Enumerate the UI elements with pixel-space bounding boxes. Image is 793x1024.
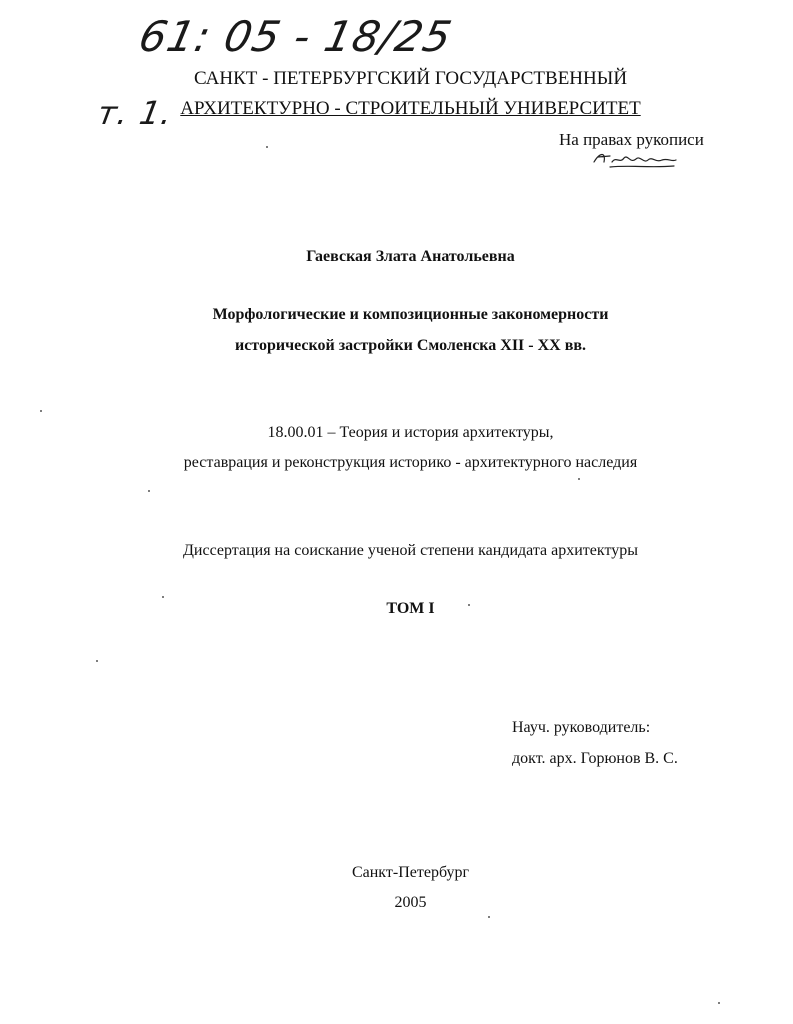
scan-speck (162, 596, 164, 598)
scan-speck (40, 410, 42, 412)
author-signature (590, 148, 680, 170)
university-name-line1: САНКТ - ПЕТЕРБУРГСКИЙ ГОСУДАРСТВЕННЫЙ (193, 68, 628, 89)
supervisor-label: Науч. руководитель: (512, 719, 651, 736)
scan-speck (488, 916, 490, 918)
dissertation-title-line2: исторической застройки Смоленска XII - XX вв. (234, 337, 586, 354)
scan-speck (578, 478, 580, 480)
scan-speck (96, 660, 98, 662)
handwritten-volume-mark: т. 1. (94, 94, 176, 132)
city: Санкт-Петербург (351, 864, 470, 881)
specialty-line1: 18.00.01 – Теория и история архитектуры, (267, 424, 554, 441)
scan-speck (468, 604, 470, 606)
scan-speck (148, 490, 150, 492)
supervisor-name: докт. арх. Горюнов В. С. (512, 750, 678, 767)
manuscript-rights-note: На правах рукописи (559, 130, 704, 149)
degree-statement: Диссертация на соискание ученой степени кандидата архитектуры (183, 542, 638, 559)
year: 2005 (394, 894, 427, 911)
volume-label: ТОМ I (386, 600, 435, 617)
scan-speck (718, 1002, 720, 1004)
handwritten-catalog-code: 61: 05 - 18/25 (134, 12, 457, 61)
scan-speck (266, 146, 268, 148)
author-name: Гаевская Злата Анатольевна (306, 248, 515, 265)
dissertation-title-line1: Морфологические и композиционные закономерности (212, 306, 609, 323)
university-name-line2: АРХИТЕКТУРНО - СТРОИТЕЛЬНЫЙ УНИВЕРСИТЕТ (180, 98, 641, 119)
specialty-line2: реставрация и реконструкция историко - архитектурного наследия (183, 454, 638, 471)
